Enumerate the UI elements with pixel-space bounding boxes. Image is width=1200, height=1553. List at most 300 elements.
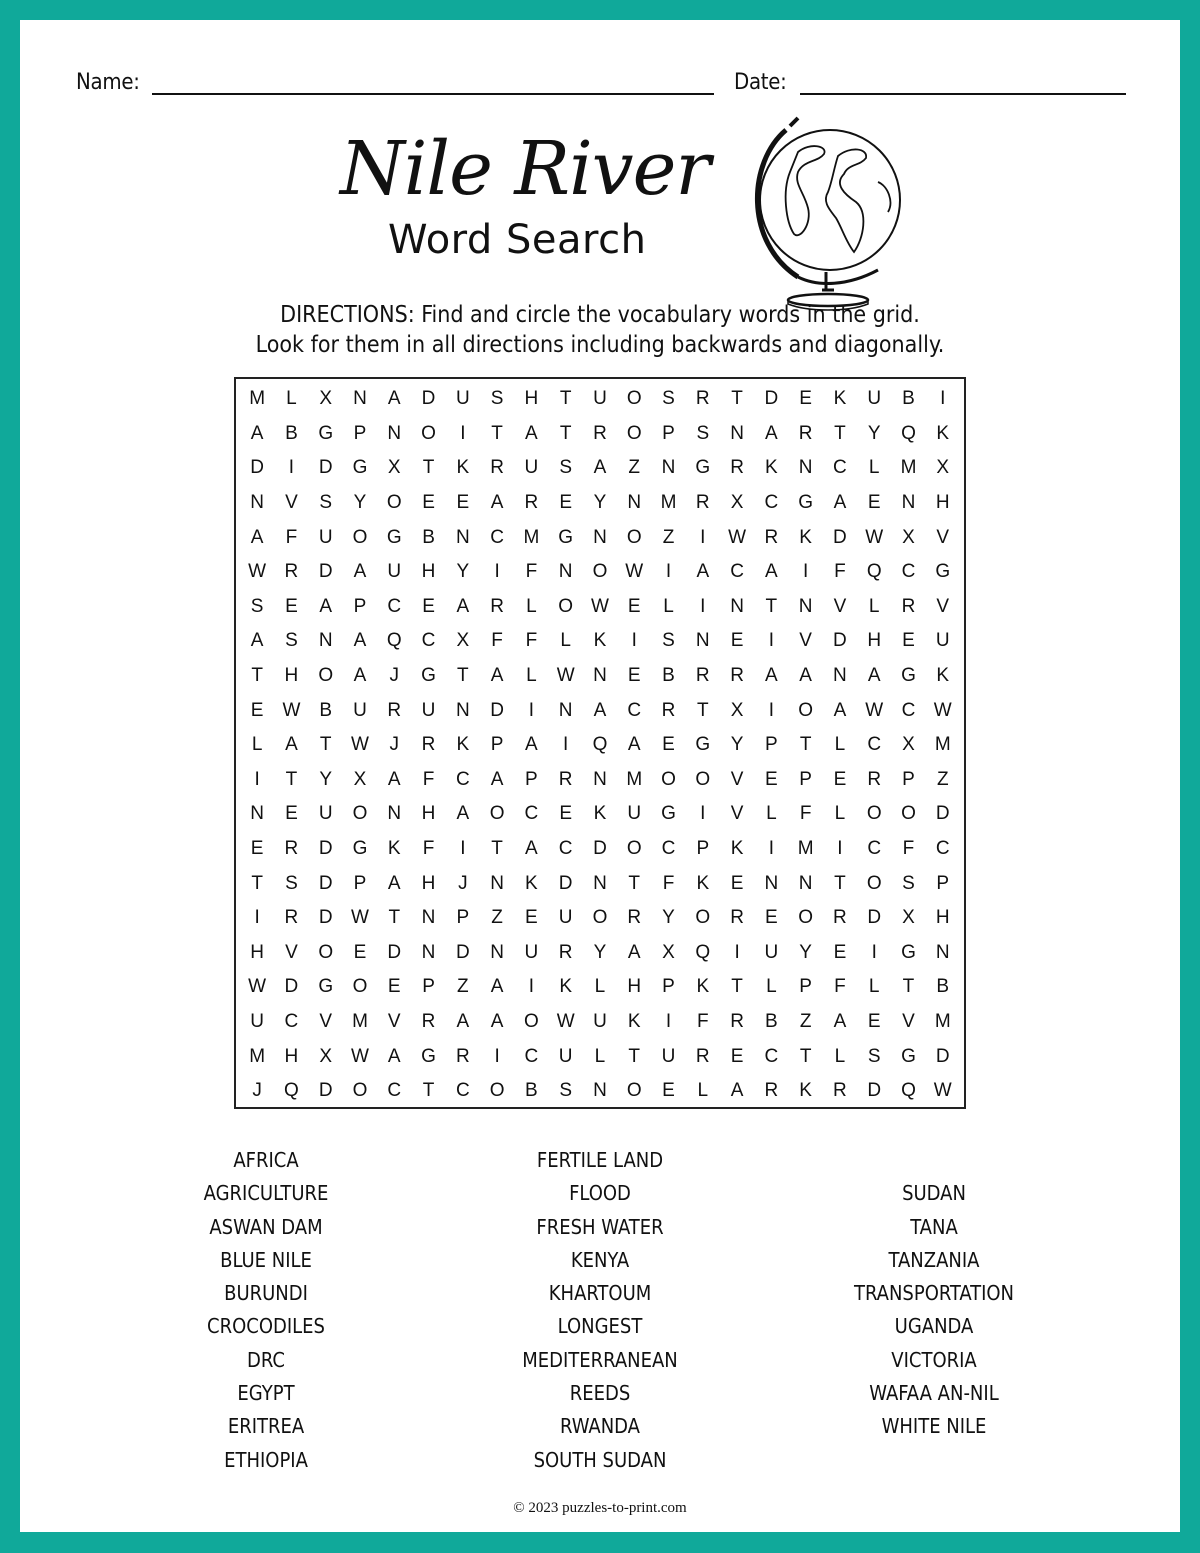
grid-cell[interactable]: U bbox=[764, 941, 779, 963]
grid-cell[interactable]: G bbox=[318, 422, 334, 444]
grid-cell[interactable]: Y bbox=[662, 907, 675, 929]
grid-cell[interactable]: L bbox=[868, 595, 880, 617]
grid-cell[interactable]: I bbox=[768, 838, 774, 860]
grid-cell[interactable]: Y bbox=[593, 941, 607, 963]
grid-cell[interactable]: G bbox=[661, 803, 676, 825]
grid-cell[interactable]: X bbox=[319, 388, 333, 410]
grid-cell[interactable]: F bbox=[834, 976, 846, 998]
grid-cell[interactable]: M bbox=[797, 838, 814, 860]
grid-cell[interactable]: X bbox=[353, 768, 367, 790]
grid-cell[interactable]: R bbox=[490, 457, 504, 479]
grid-cell[interactable]: O bbox=[626, 838, 642, 860]
grid-cell[interactable]: C bbox=[764, 1045, 779, 1067]
grid-cell[interactable]: G bbox=[421, 665, 436, 687]
grid-cell[interactable]: E bbox=[765, 768, 778, 790]
grid-cell[interactable]: U bbox=[421, 699, 436, 721]
grid-cell[interactable]: F bbox=[696, 1010, 709, 1032]
grid-cell[interactable]: A bbox=[353, 665, 367, 687]
grid-cell[interactable]: T bbox=[285, 768, 298, 790]
grid-cell[interactable]: P bbox=[422, 976, 435, 998]
grid-cell[interactable]: W bbox=[556, 1010, 575, 1032]
grid-cell[interactable]: L bbox=[526, 665, 537, 687]
grid-cell[interactable]: G bbox=[901, 665, 916, 687]
grid-cell[interactable]: V bbox=[936, 526, 950, 548]
grid-cell[interactable]: U bbox=[935, 630, 950, 652]
grid-cell[interactable]: P bbox=[662, 422, 675, 444]
grid-cell[interactable]: A bbox=[525, 422, 538, 444]
grid-cell[interactable]: R bbox=[695, 388, 710, 410]
grid-cell[interactable]: A bbox=[387, 872, 401, 894]
grid-cell[interactable]: K bbox=[936, 665, 950, 687]
grid-cell[interactable]: K bbox=[833, 388, 847, 410]
grid-cell[interactable]: H bbox=[524, 388, 539, 410]
grid-cell[interactable]: N bbox=[387, 422, 402, 444]
grid-cell[interactable]: R bbox=[833, 907, 847, 929]
grid-cell[interactable]: R bbox=[833, 1080, 847, 1102]
grid-cell[interactable]: T bbox=[799, 1045, 812, 1067]
grid-cell[interactable]: I bbox=[700, 526, 706, 548]
grid-cell[interactable]: O bbox=[558, 595, 574, 617]
grid-cell[interactable]: H bbox=[627, 976, 642, 998]
grid-cell[interactable]: N bbox=[833, 665, 847, 687]
grid-cell[interactable]: D bbox=[935, 803, 950, 825]
grid-cell[interactable]: V bbox=[902, 1010, 915, 1032]
grid-cell[interactable]: C bbox=[901, 561, 916, 583]
grid-cell[interactable]: O bbox=[626, 388, 642, 410]
grid-cell[interactable]: K bbox=[456, 734, 470, 756]
grid-cell[interactable]: A bbox=[490, 665, 504, 687]
grid-cell[interactable]: O bbox=[489, 1080, 505, 1102]
grid-cell[interactable]: Y bbox=[319, 768, 333, 790]
grid-cell[interactable]: I bbox=[460, 422, 466, 444]
grid-cell[interactable]: R bbox=[524, 492, 539, 514]
grid-cell[interactable]: O bbox=[352, 803, 368, 825]
grid-cell[interactable]: R bbox=[695, 492, 710, 514]
grid-cell[interactable]: H bbox=[284, 665, 299, 687]
grid-cell[interactable]: S bbox=[902, 872, 915, 894]
grid-cell[interactable]: E bbox=[627, 665, 641, 687]
grid-cell[interactable]: L bbox=[594, 976, 606, 998]
grid-cell[interactable]: D bbox=[421, 388, 436, 410]
grid-cell[interactable]: K bbox=[696, 872, 710, 894]
grid-cell[interactable]: I bbox=[940, 388, 946, 410]
grid-cell[interactable]: A bbox=[250, 422, 264, 444]
grid-cell[interactable]: W bbox=[865, 699, 884, 721]
grid-cell[interactable]: U bbox=[558, 907, 573, 929]
grid-cell[interactable]: Q bbox=[866, 561, 882, 583]
grid-cell[interactable]: L bbox=[834, 734, 846, 756]
grid-cell[interactable]: E bbox=[765, 907, 778, 929]
grid-cell[interactable]: Y bbox=[353, 492, 367, 514]
grid-cell[interactable]: F bbox=[525, 561, 538, 583]
grid-cell[interactable]: O bbox=[661, 768, 676, 790]
grid-cell[interactable]: P bbox=[799, 976, 812, 998]
grid-cell[interactable]: A bbox=[765, 561, 778, 583]
grid-cell[interactable]: L bbox=[697, 1080, 709, 1102]
grid-cell[interactable]: A bbox=[490, 492, 504, 514]
grid-cell[interactable]: P bbox=[765, 734, 778, 756]
grid-cell[interactable]: M bbox=[352, 1010, 368, 1032]
grid-cell[interactable]: T bbox=[491, 838, 503, 860]
grid-cell[interactable]: R bbox=[867, 768, 882, 790]
grid-cell[interactable]: O bbox=[798, 907, 814, 929]
grid-cell[interactable]: T bbox=[251, 872, 263, 894]
grid-cell[interactable]: W bbox=[933, 1080, 952, 1102]
grid-cell[interactable]: P bbox=[490, 734, 504, 756]
grid-cell[interactable]: K bbox=[799, 526, 812, 548]
grid-cell[interactable]: U bbox=[455, 388, 470, 410]
grid-cell[interactable]: K bbox=[799, 1080, 812, 1102]
grid-cell[interactable]: L bbox=[526, 595, 537, 617]
grid-cell[interactable]: F bbox=[662, 872, 675, 894]
grid-cell[interactable]: O bbox=[592, 907, 608, 929]
grid-cell[interactable]: R bbox=[558, 768, 573, 790]
grid-cell[interactable]: C bbox=[524, 1045, 539, 1067]
grid-cell[interactable]: N bbox=[455, 526, 470, 548]
grid-cell[interactable]: P bbox=[696, 838, 710, 860]
grid-cell[interactable]: G bbox=[558, 526, 574, 548]
grid-cell[interactable]: X bbox=[936, 457, 950, 479]
grid-cell[interactable]: I bbox=[803, 561, 809, 583]
grid-cell[interactable]: F bbox=[422, 838, 435, 860]
grid-cell[interactable]: V bbox=[319, 1010, 333, 1032]
grid-cell[interactable]: O bbox=[626, 422, 642, 444]
grid-cell[interactable]: N bbox=[318, 630, 333, 652]
grid-cell[interactable]: V bbox=[730, 768, 744, 790]
grid-cell[interactable]: B bbox=[319, 699, 333, 721]
grid-cell[interactable]: J bbox=[389, 734, 400, 756]
grid-cell[interactable]: O bbox=[695, 768, 711, 790]
grid-cell[interactable]: T bbox=[696, 699, 709, 721]
grid-cell[interactable]: E bbox=[456, 492, 470, 514]
grid-cell[interactable]: T bbox=[765, 595, 778, 617]
grid-cell[interactable]: I bbox=[563, 734, 569, 756]
grid-cell[interactable]: N bbox=[490, 872, 504, 894]
grid-cell[interactable]: J bbox=[389, 665, 400, 687]
grid-cell[interactable]: F bbox=[285, 526, 298, 548]
grid-cell[interactable]: S bbox=[319, 492, 333, 514]
grid-cell[interactable]: I bbox=[254, 907, 260, 929]
grid-cell[interactable]: C bbox=[284, 1010, 299, 1032]
grid-cell[interactable]: P bbox=[353, 872, 367, 894]
grid-cell[interactable]: N bbox=[421, 907, 436, 929]
grid-cell[interactable]: P bbox=[936, 872, 950, 894]
grid-cell[interactable]: O bbox=[866, 872, 882, 894]
grid-cell[interactable]: Y bbox=[799, 941, 812, 963]
grid-cell[interactable]: L bbox=[251, 734, 263, 756]
grid-cell[interactable]: I bbox=[528, 699, 535, 721]
grid-cell[interactable]: E bbox=[833, 941, 847, 963]
grid-cell[interactable]: A bbox=[833, 492, 847, 514]
grid-cell[interactable]: D bbox=[764, 388, 779, 410]
grid-cell[interactable]: T bbox=[422, 1080, 435, 1102]
grid-cell[interactable]: N bbox=[764, 872, 779, 894]
grid-cell[interactable]: W bbox=[556, 665, 575, 687]
grid-cell[interactable]: X bbox=[902, 526, 915, 548]
grid-cell[interactable]: I bbox=[494, 1045, 500, 1067]
grid-cell[interactable]: W bbox=[351, 907, 369, 929]
grid-cell[interactable]: U bbox=[250, 1010, 264, 1032]
grid-cell[interactable]: R bbox=[730, 665, 744, 687]
grid-cell[interactable]: A bbox=[387, 768, 401, 790]
grid-cell[interactable]: I bbox=[871, 941, 877, 963]
grid-cell[interactable]: R bbox=[387, 699, 402, 721]
grid-cell[interactable]: E bbox=[387, 976, 401, 998]
grid-cell[interactable]: R bbox=[764, 526, 779, 548]
grid-cell[interactable]: G bbox=[798, 492, 814, 514]
grid-cell[interactable]: U bbox=[524, 457, 539, 479]
grid-cell[interactable]: O bbox=[352, 526, 368, 548]
grid-cell[interactable]: A bbox=[319, 595, 333, 617]
grid-cell[interactable]: O bbox=[626, 1080, 642, 1102]
grid-cell[interactable]: J bbox=[458, 872, 468, 894]
grid-cell[interactable]: G bbox=[386, 526, 402, 548]
grid-cell[interactable]: D bbox=[284, 976, 299, 998]
grid-cell[interactable]: F bbox=[422, 768, 435, 790]
grid-cell[interactable]: F bbox=[902, 838, 915, 860]
grid-cell[interactable]: S bbox=[285, 630, 298, 652]
grid-cell[interactable]: M bbox=[249, 388, 266, 410]
grid-cell[interactable]: P bbox=[799, 768, 812, 790]
grid-cell[interactable]: A bbox=[593, 457, 607, 479]
grid-cell[interactable]: V bbox=[387, 1010, 401, 1032]
grid-cell[interactable]: A bbox=[765, 422, 778, 444]
grid-cell[interactable]: R bbox=[695, 1045, 710, 1067]
grid-cell[interactable]: A bbox=[730, 1080, 744, 1102]
grid-cell[interactable]: N bbox=[661, 457, 676, 479]
grid-cell[interactable]: K bbox=[696, 976, 710, 998]
grid-cell[interactable]: K bbox=[765, 457, 778, 479]
grid-cell[interactable]: C bbox=[490, 526, 504, 548]
grid-cell[interactable]: D bbox=[867, 1080, 882, 1102]
grid-cell[interactable]: A bbox=[456, 595, 470, 617]
grid-cell[interactable]: O bbox=[798, 699, 814, 721]
grid-cell[interactable]: B bbox=[765, 1010, 778, 1032]
grid-cell[interactable]: R bbox=[798, 422, 813, 444]
grid-cell[interactable]: R bbox=[421, 734, 436, 756]
grid-cell[interactable]: C bbox=[867, 838, 882, 860]
grid-cell[interactable]: Y bbox=[456, 561, 470, 583]
grid-cell[interactable]: R bbox=[490, 595, 504, 617]
grid-cell[interactable]: Z bbox=[936, 768, 949, 790]
grid-cell[interactable]: N bbox=[798, 872, 813, 894]
grid-cell[interactable]: T bbox=[731, 976, 743, 998]
grid-cell[interactable]: H bbox=[935, 492, 950, 514]
grid-cell[interactable]: S bbox=[490, 388, 504, 410]
grid-cell[interactable]: T bbox=[628, 872, 641, 894]
grid-cell[interactable]: E bbox=[525, 907, 538, 929]
grid-cell[interactable]: G bbox=[318, 976, 334, 998]
grid-cell[interactable]: O bbox=[901, 803, 916, 825]
grid-cell[interactable]: L bbox=[868, 457, 880, 479]
grid-cell[interactable]: C bbox=[455, 768, 470, 790]
grid-cell[interactable]: Z bbox=[628, 457, 641, 479]
grid-cell[interactable]: L bbox=[560, 630, 571, 652]
grid-cell[interactable]: P bbox=[662, 976, 675, 998]
grid-cell[interactable]: O bbox=[592, 561, 608, 583]
grid-cell[interactable]: T bbox=[834, 872, 846, 894]
grid-cell[interactable]: M bbox=[934, 734, 951, 756]
grid-cell[interactable]: R bbox=[661, 699, 676, 721]
grid-cell[interactable]: U bbox=[627, 803, 642, 825]
grid-cell[interactable]: R bbox=[695, 665, 710, 687]
grid-cell[interactable]: S bbox=[662, 630, 675, 652]
grid-cell[interactable]: W bbox=[625, 561, 644, 583]
grid-cell[interactable]: J bbox=[252, 1080, 262, 1102]
grid-cell[interactable]: R bbox=[558, 941, 573, 963]
grid-cell[interactable]: U bbox=[524, 941, 539, 963]
grid-cell[interactable]: K bbox=[593, 630, 607, 652]
grid-cell[interactable]: I bbox=[665, 1010, 672, 1032]
grid-cell[interactable]: Q bbox=[386, 630, 402, 652]
grid-cell[interactable]: V bbox=[936, 595, 950, 617]
grid-cell[interactable]: O bbox=[386, 492, 402, 514]
grid-cell[interactable]: U bbox=[387, 561, 402, 583]
grid-cell[interactable]: D bbox=[558, 872, 573, 894]
grid-cell[interactable]: N bbox=[593, 526, 607, 548]
grid-cell[interactable]: I bbox=[460, 838, 466, 860]
grid-cell[interactable]: X bbox=[456, 630, 470, 652]
grid-cell[interactable]: N bbox=[250, 492, 264, 514]
grid-cell[interactable]: G bbox=[421, 1045, 436, 1067]
grid-cell[interactable]: H bbox=[421, 872, 436, 894]
grid-cell[interactable]: N bbox=[455, 699, 470, 721]
grid-cell[interactable]: W bbox=[351, 734, 369, 756]
grid-cell[interactable]: R bbox=[730, 1010, 744, 1032]
grid-cell[interactable]: I bbox=[768, 699, 774, 721]
grid-cell[interactable]: E bbox=[559, 803, 573, 825]
grid-cell[interactable]: M bbox=[900, 457, 917, 479]
grid-cell[interactable]: E bbox=[627, 595, 641, 617]
grid-cell[interactable]: Z bbox=[457, 976, 469, 998]
grid-cell[interactable]: E bbox=[422, 595, 435, 617]
grid-cell[interactable]: I bbox=[665, 561, 672, 583]
grid-cell[interactable]: K bbox=[387, 838, 401, 860]
grid-cell[interactable]: I bbox=[768, 630, 774, 652]
grid-cell[interactable]: E bbox=[730, 872, 744, 894]
grid-cell[interactable]: I bbox=[288, 457, 295, 479]
grid-cell[interactable]: P bbox=[525, 768, 538, 790]
grid-cell[interactable]: M bbox=[249, 1045, 266, 1067]
grid-cell[interactable]: V bbox=[833, 595, 847, 617]
grid-cell[interactable]: T bbox=[799, 734, 812, 756]
grid-cell[interactable]: X bbox=[902, 734, 915, 756]
grid-cell[interactable]: K bbox=[730, 838, 744, 860]
grid-cell[interactable]: N bbox=[730, 595, 744, 617]
grid-cell[interactable]: E bbox=[285, 803, 298, 825]
grid-cell[interactable]: L bbox=[286, 388, 297, 410]
grid-cell[interactable]: T bbox=[731, 388, 743, 410]
grid-cell[interactable]: L bbox=[834, 803, 846, 825]
grid-cell[interactable]: N bbox=[387, 803, 402, 825]
grid-cell[interactable]: K bbox=[593, 803, 607, 825]
grid-cell[interactable]: C bbox=[558, 838, 573, 860]
grid-cell[interactable]: R bbox=[421, 1010, 436, 1032]
grid-cell[interactable]: C bbox=[764, 492, 779, 514]
grid-cell[interactable]: G bbox=[901, 941, 916, 963]
grid-cell[interactable]: O bbox=[626, 526, 642, 548]
grid-cell[interactable]: G bbox=[935, 561, 951, 583]
grid-cell[interactable]: A bbox=[353, 561, 367, 583]
grid-cell[interactable]: O bbox=[524, 1010, 539, 1032]
grid-cell[interactable]: D bbox=[318, 838, 333, 860]
date-field[interactable] bbox=[800, 93, 1126, 95]
grid-cell[interactable]: I bbox=[837, 838, 843, 860]
grid-cell[interactable]: A bbox=[490, 976, 504, 998]
grid-cell[interactable]: E bbox=[730, 1045, 744, 1067]
grid-cell[interactable]: O bbox=[318, 941, 334, 963]
grid-cell[interactable]: I bbox=[528, 976, 535, 998]
grid-cell[interactable]: A bbox=[525, 734, 538, 756]
grid-cell[interactable]: V bbox=[285, 492, 298, 514]
grid-cell[interactable]: R bbox=[764, 1080, 779, 1102]
grid-cell[interactable]: T bbox=[388, 907, 401, 929]
grid-cell[interactable]: O bbox=[421, 422, 436, 444]
grid-cell[interactable]: N bbox=[593, 665, 607, 687]
grid-cell[interactable]: B bbox=[285, 422, 298, 444]
grid-cell[interactable]: U bbox=[593, 388, 607, 410]
grid-cell[interactable]: D bbox=[935, 1045, 950, 1067]
grid-cell[interactable]: G bbox=[695, 457, 711, 479]
grid-cell[interactable]: N bbox=[695, 630, 710, 652]
grid-cell[interactable]: N bbox=[901, 492, 916, 514]
grid-cell[interactable]: B bbox=[525, 1080, 538, 1102]
grid-cell[interactable]: D bbox=[455, 941, 470, 963]
grid-cell[interactable]: I bbox=[254, 768, 260, 790]
grid-cell[interactable]: D bbox=[250, 457, 264, 479]
grid-cell[interactable]: U bbox=[558, 1045, 573, 1067]
grid-cell[interactable]: E bbox=[662, 734, 675, 756]
grid-cell[interactable]: C bbox=[730, 561, 744, 583]
grid-cell[interactable]: D bbox=[593, 838, 607, 860]
grid-cell[interactable]: R bbox=[284, 561, 299, 583]
grid-cell[interactable]: G bbox=[352, 838, 368, 860]
grid-cell[interactable]: A bbox=[833, 1010, 847, 1032]
grid-cell[interactable]: Z bbox=[799, 1010, 812, 1032]
grid-cell[interactable]: A bbox=[696, 561, 710, 583]
grid-cell[interactable]: T bbox=[834, 422, 846, 444]
grid-cell[interactable]: V bbox=[730, 803, 744, 825]
grid-cell[interactable]: E bbox=[833, 768, 847, 790]
grid-cell[interactable]: U bbox=[353, 699, 367, 721]
grid-cell[interactable]: W bbox=[590, 595, 609, 617]
grid-cell[interactable]: C bbox=[387, 1080, 402, 1102]
grid-cell[interactable]: B bbox=[936, 976, 950, 998]
grid-cell[interactable]: F bbox=[834, 561, 846, 583]
grid-cell[interactable]: X bbox=[387, 457, 401, 479]
grid-cell[interactable]: W bbox=[933, 699, 952, 721]
grid-cell[interactable]: H bbox=[421, 803, 436, 825]
grid-cell[interactable]: D bbox=[318, 907, 333, 929]
grid-cell[interactable]: N bbox=[935, 941, 950, 963]
grid-cell[interactable]: S bbox=[696, 422, 710, 444]
grid-cell[interactable]: D bbox=[318, 561, 333, 583]
grid-cell[interactable]: E bbox=[422, 492, 435, 514]
grid-cell[interactable]: S bbox=[867, 1045, 881, 1067]
grid-cell[interactable]: R bbox=[455, 1045, 470, 1067]
grid-cell[interactable]: E bbox=[730, 630, 744, 652]
grid-cell[interactable]: P bbox=[456, 907, 470, 929]
grid-cell[interactable]: C bbox=[421, 630, 436, 652]
grid-cell[interactable]: R bbox=[901, 595, 916, 617]
grid-cell[interactable]: N bbox=[558, 561, 573, 583]
grid-cell[interactable]: Y bbox=[867, 422, 881, 444]
grid-cell[interactable]: M bbox=[660, 492, 677, 514]
grid-cell[interactable]: E bbox=[902, 630, 915, 652]
grid-cell[interactable]: C bbox=[455, 1080, 470, 1102]
grid-cell[interactable]: I bbox=[494, 561, 500, 583]
grid-cell[interactable]: N bbox=[353, 388, 367, 410]
